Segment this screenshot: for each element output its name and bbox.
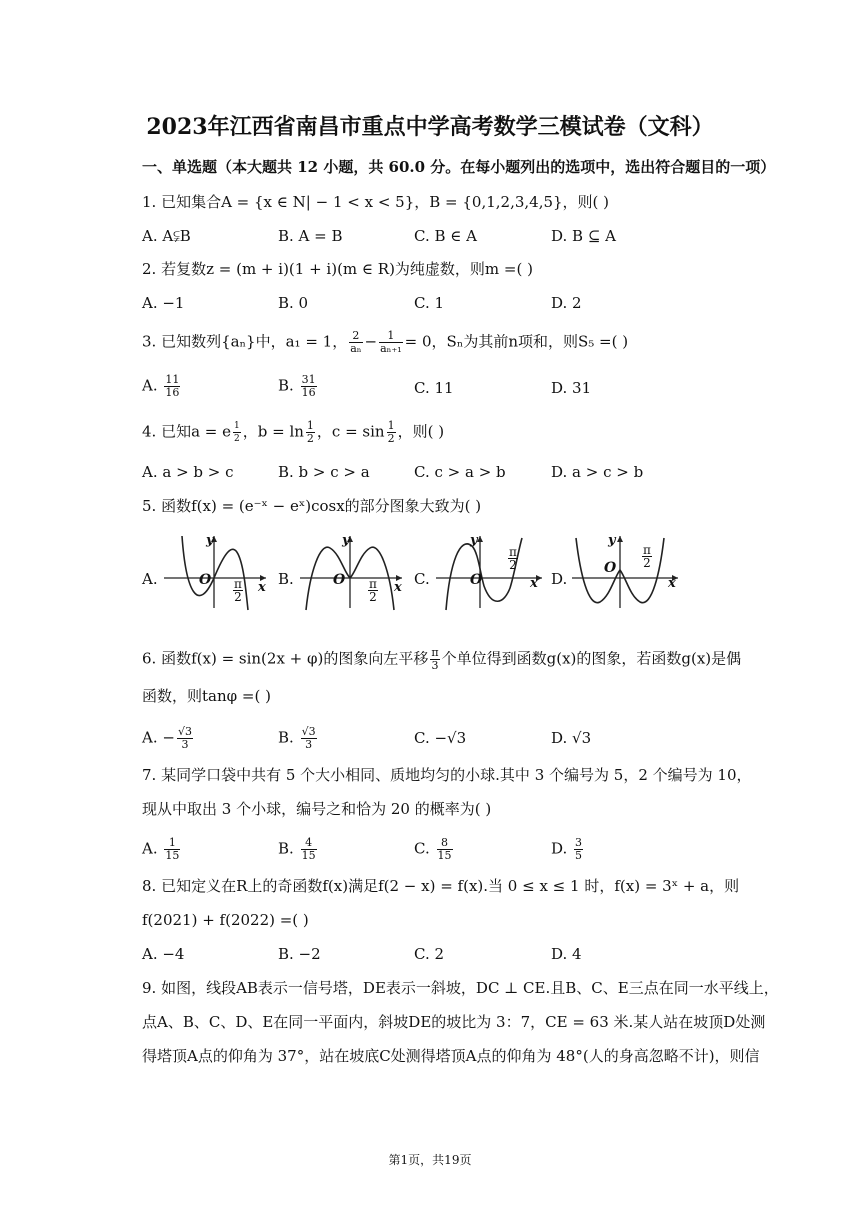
option-fraction: [177, 726, 193, 751]
page-title: 2023年江西省南昌市重点中学高考数学三模试卷（文科）: [146, 114, 714, 140]
graph-a-pi-label: [231, 578, 245, 603]
numerator: 1: [164, 837, 180, 850]
pi-over-2: [642, 544, 652, 569]
option-fraction: [301, 726, 317, 751]
numerator: 1: [234, 421, 240, 431]
denominator: 2: [234, 434, 240, 444]
q1-option-c: C. B ∈ A: [414, 227, 477, 245]
q6-stem-part: 6. 函数f(x) = sin(2x + φ)的图象向左平移: [142, 649, 429, 668]
q3-option-c: C. 11: [414, 379, 454, 397]
pi-over-2: [233, 578, 243, 603]
q2-option-d: D. 2: [551, 294, 582, 312]
q8-option-c: C. 2: [414, 945, 445, 963]
question-9-line-2: 点A、B、C、D、E在同一平面内，斜坡DE的坡比为 3：7，CE = 63 米.某人站在坡顶D处测: [142, 1013, 766, 1031]
q5-label-b: B.: [278, 570, 294, 588]
q4-stem-part: ，b = ln: [242, 422, 304, 441]
q2-option-b: B. 0: [278, 294, 309, 312]
denominator: 3: [181, 738, 189, 751]
option-fraction: [574, 837, 583, 862]
pi-over-2: [508, 546, 518, 571]
question-1-stem: 1. 已知集合A = {x ∈ N| − 1 < x < 5}，B = {0,1,2,3,4,5}，则( ): [142, 193, 610, 211]
denominator: 2: [369, 590, 377, 604]
q5-graph-c: [432, 532, 547, 612]
q6-option-a: [142, 726, 195, 751]
question-6-line-1: [142, 647, 741, 672]
q6-option-b: [278, 726, 319, 751]
option-letter: C.: [414, 839, 430, 858]
denominator: 2: [387, 432, 395, 445]
graph-b-pi-label: [366, 578, 380, 603]
q4-option-b: B. b > c > a: [278, 463, 370, 481]
q7-option-b: [278, 837, 319, 862]
question-4-stem: [142, 420, 444, 445]
q5-label-c: C.: [414, 570, 430, 588]
option-letter: A.: [142, 376, 158, 395]
denominator: 5: [575, 849, 583, 862]
numerator: 2: [349, 330, 362, 343]
denominator: 15: [301, 849, 316, 862]
option-fraction: [164, 837, 180, 862]
denominator: 15: [437, 849, 452, 862]
q4-stem-part: ，则( ): [397, 422, 445, 441]
q6-option-c: C. −√3: [414, 729, 467, 747]
q6-option-d: D. √3: [551, 729, 592, 747]
q3-fraction-1: [349, 330, 362, 355]
q4-fraction-1: [306, 420, 315, 445]
numerator: 1: [387, 419, 395, 432]
question-6-line-2: 函数，则tanφ =( ): [142, 687, 271, 705]
graph-d-pi-label: [640, 544, 654, 569]
question-7-line-1: 7. 某同学口袋中共有 5 个大小相同、质地均匀的小球.其中 3 个编号为 5，2 个编号为 10，: [142, 766, 752, 784]
numerator: π: [234, 577, 242, 591]
denominator: 2: [643, 556, 651, 570]
denominator: 3: [305, 738, 313, 751]
graph-c-y-label: y: [470, 533, 478, 548]
graph-d-origin: O: [604, 560, 617, 576]
numerator: 8: [437, 837, 453, 850]
option-fraction: [437, 837, 453, 862]
q1-option-b: B. A = B: [278, 227, 343, 245]
q3-option-a: [142, 374, 182, 399]
q8-option-a: A. −4: [142, 945, 185, 963]
numerator: 3: [575, 836, 583, 849]
option-fraction: [164, 374, 180, 399]
section-heading: 一、单选题（本大题共 12 小题，共 60.0 分。在每小题列出的选项中，选出符合题目的一项）: [142, 158, 776, 176]
q4-fraction-2: [387, 420, 396, 445]
question-5-stem: 5. 函数f(x) = (e⁻ˣ − eˣ)cosx的部分图象大致为( ): [142, 497, 482, 515]
numerator: π: [431, 646, 439, 659]
numerator: 31: [301, 373, 316, 386]
denominator: 3: [431, 659, 439, 672]
numerator: √3: [177, 725, 192, 738]
q3-option-d: D. 31: [551, 379, 592, 397]
q3-fraction-2: [379, 330, 403, 355]
q3-stem-part: 3. 已知数列{aₙ}中，a₁ = 1，: [142, 332, 348, 351]
option-fraction: [301, 837, 317, 862]
q4-exponent: [233, 420, 241, 445]
question-8-line-1: 8. 已知定义在R上的奇函数f(x)满足f(2 − x) = f(x).当 0 ≤ x ≤ 1 时，f(x) = 3ˣ + a，则: [142, 877, 740, 895]
graph-a-y-label: y: [206, 533, 214, 548]
question-7-line-2: 现从中取出 3 个小球，编号之和恰为 20 的概率为( ): [142, 800, 492, 818]
option-letter: B.: [278, 728, 294, 747]
q1-option-a: A. A⫋B: [142, 227, 191, 245]
pi-over-3: [430, 647, 439, 672]
option-letter: B.: [278, 839, 294, 858]
pi-over-2: [368, 578, 378, 603]
question-8-line-2: f(2021) + f(2022) =( ): [142, 911, 309, 929]
graph-d-y-label: y: [608, 533, 616, 548]
q5-graph-d: [568, 532, 683, 612]
q1-option-d: D. B ⊆ A: [551, 227, 616, 245]
question-9-line-3: 得塔顶A点的仰角为 37°，站在坡底C处测得塔顶A点的仰角为 48°(人的身高忽略不计)，则信: [142, 1047, 760, 1065]
denominator: 16: [301, 386, 316, 399]
graph-b-y-label: y: [342, 533, 350, 548]
graph-a-origin: O: [199, 572, 212, 588]
option-letter: B.: [278, 376, 294, 395]
q7-option-d: [551, 837, 585, 862]
q5-label-a: A.: [142, 570, 158, 588]
denominator: 2: [306, 432, 314, 445]
denominator: aₙ₊₁: [380, 342, 402, 355]
graph-b-x-label: x: [394, 580, 402, 595]
numerator: 4: [301, 837, 317, 850]
q4-option-c: C. c > a > b: [414, 463, 506, 481]
numerator: π: [643, 543, 651, 557]
q5-label-d: D.: [551, 570, 568, 588]
graph-b-origin: O: [333, 572, 346, 588]
graph-c-x-label: x: [530, 576, 538, 591]
denominator: 15: [165, 849, 180, 862]
q7-option-a: [142, 837, 182, 862]
q8-option-d: D. 4: [551, 945, 582, 963]
numerator: π: [509, 545, 517, 559]
q2-option-a: A. −1: [142, 294, 185, 312]
question-9-line-1: 9. 如图，线段AB表示一信号塔，DE表示一斜坡，DC ⊥ CE.且B、C、E三点在同一水平线上，: [142, 979, 779, 997]
page-footer: 第1页，共19页: [388, 1153, 472, 1167]
denominator: aₙ: [350, 342, 362, 355]
graph-a-x-label: x: [258, 580, 266, 595]
option-letter: A. −: [142, 728, 175, 747]
denominator: 2: [509, 558, 517, 572]
question-2-stem: 2. 若复数z = (m + i)(1 + i)(m ∈ R)为纯虚数，则m =( ): [142, 260, 533, 278]
q7-option-c: [414, 837, 455, 862]
q2-option-c: C. 1: [414, 294, 445, 312]
denominator: 2: [234, 590, 242, 604]
q3-stem-part: = 0，Sₙ为其前n项和，则S₅ =( ): [404, 332, 629, 351]
q4-stem-part: ，c = sin: [316, 422, 385, 441]
option-fraction: [301, 374, 317, 399]
q3-option-b: [278, 374, 319, 399]
numerator: 11: [165, 373, 180, 386]
q5-graph-a: [160, 532, 270, 612]
numerator: √3: [301, 725, 316, 738]
q4-option-a: A. a > b > c: [142, 463, 234, 481]
question-3-stem: 3. 已知数列{aₙ}中，a₁ = 1， $\frac{2}{\text{aₙ}}$ − $\frac{1}{\text{aₙ₊₁}}$ = 0，Sₙ为其前n项和，则S₅ =( ): [142, 329, 629, 355]
q4-stem-part: 4. 已知a = e: [142, 422, 232, 441]
q8-option-b: B. −2: [278, 945, 321, 963]
option-letter: D.: [551, 839, 568, 858]
graph-d-x-label: x: [668, 576, 676, 591]
numerator: 1: [379, 330, 403, 343]
graph-c-pi-label: [506, 546, 520, 571]
q6-stem-part: 个单位得到函数g(x)的图象，若函数g(x)是偶: [441, 649, 742, 668]
denominator: 16: [165, 386, 180, 399]
q4-option-d: D. a > c > b: [551, 463, 644, 481]
q5-graph-b: [296, 532, 406, 612]
graph-c-origin: O: [470, 572, 483, 588]
numerator: π: [369, 577, 377, 591]
numerator: 1: [306, 419, 314, 432]
option-letter: A.: [142, 839, 158, 858]
